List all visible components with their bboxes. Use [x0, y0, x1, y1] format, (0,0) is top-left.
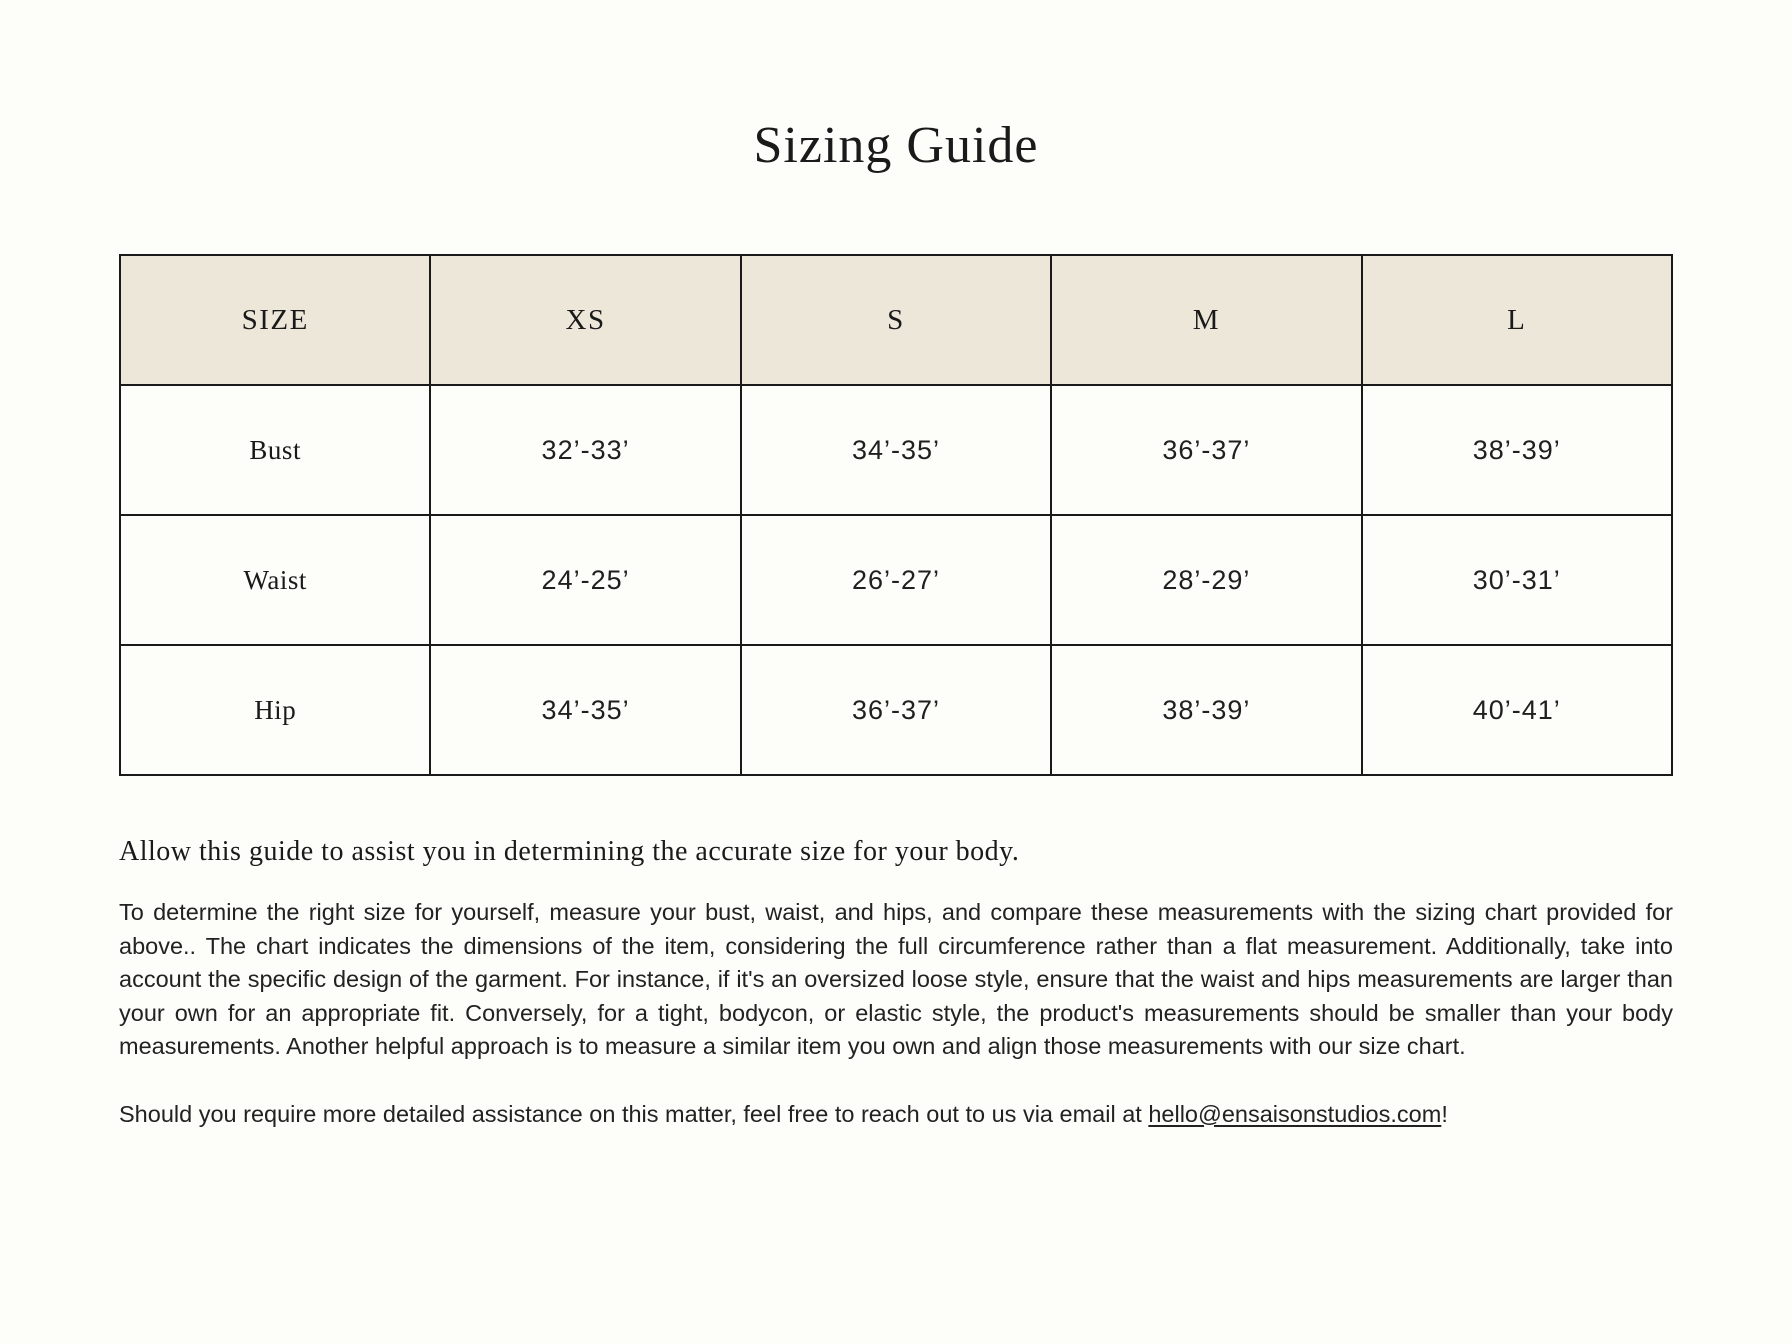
table-header-row — [120, 255, 1672, 385]
header-cell-xs: XS — [430, 255, 740, 385]
cell-bust-s: 34’-35’ — [741, 385, 1051, 515]
size-chart-table — [119, 254, 1673, 776]
header-cell-m: M — [1051, 255, 1361, 385]
contact-suffix: ! — [1441, 1100, 1448, 1127]
table-row-hip — [120, 645, 1672, 775]
cell-bust-l: 38’-39’ — [1362, 385, 1672, 515]
table-row-waist — [120, 515, 1672, 645]
guide-paragraph: To determine the right size for yourself, measure your bust, waist, and hips, and compare these measurements with the sizing chart provided for above.. The chart indicates the dimensions of the item, considering the full circumference rather than a flat measurement. Additionally, take into account the specific design of the garment. For instance, if it's an oversized loose style, ensure that the waist and hips measurements are larger than your own for an appropriate fit. Conversely, for a tight, bodycon, or elastic style, the product's measurements should be smaller than your body measurements. Another helpful approach is to measure a similar item you own and align those measurements with our size chart. — [119, 899, 1673, 1059]
row-label-bust: Bust — [120, 385, 430, 515]
cell-waist-m: 28’-29’ — [1051, 515, 1361, 645]
contact-line — [119, 1098, 1673, 1132]
cell-hip-l: 40’-41’ — [1362, 645, 1672, 775]
cell-waist-s: 26’-27’ — [741, 515, 1051, 645]
row-label-hip: Hip — [120, 645, 430, 775]
header-cell-size: SIZE — [120, 255, 430, 385]
cell-bust-xs: 32’-33’ — [430, 385, 740, 515]
table-row-bust — [120, 385, 1672, 515]
cell-hip-xs: 34’-35’ — [430, 645, 740, 775]
cell-hip-s: 36’-37’ — [741, 645, 1051, 775]
guide-subtitle: Allow this guide to assist you in determining the accurate size for your body. — [119, 836, 1020, 867]
email-link[interactable]: hello@ensaisonstudios.com — [1148, 1100, 1442, 1127]
header-cell-s: S — [741, 255, 1051, 385]
cell-waist-l: 30’-31’ — [1362, 515, 1672, 645]
row-label-waist: Waist — [120, 515, 430, 645]
cell-bust-m: 36’-37’ — [1051, 385, 1361, 515]
cell-waist-xs: 24’-25’ — [430, 515, 740, 645]
page-title: Sizing Guide — [753, 117, 1039, 174]
cell-hip-m: 38’-39’ — [1051, 645, 1361, 775]
header-cell-l: L — [1362, 255, 1672, 385]
contact-text: Should you require more detailed assistance on this matter, feel free to reach out to us via email at — [119, 1100, 1149, 1127]
